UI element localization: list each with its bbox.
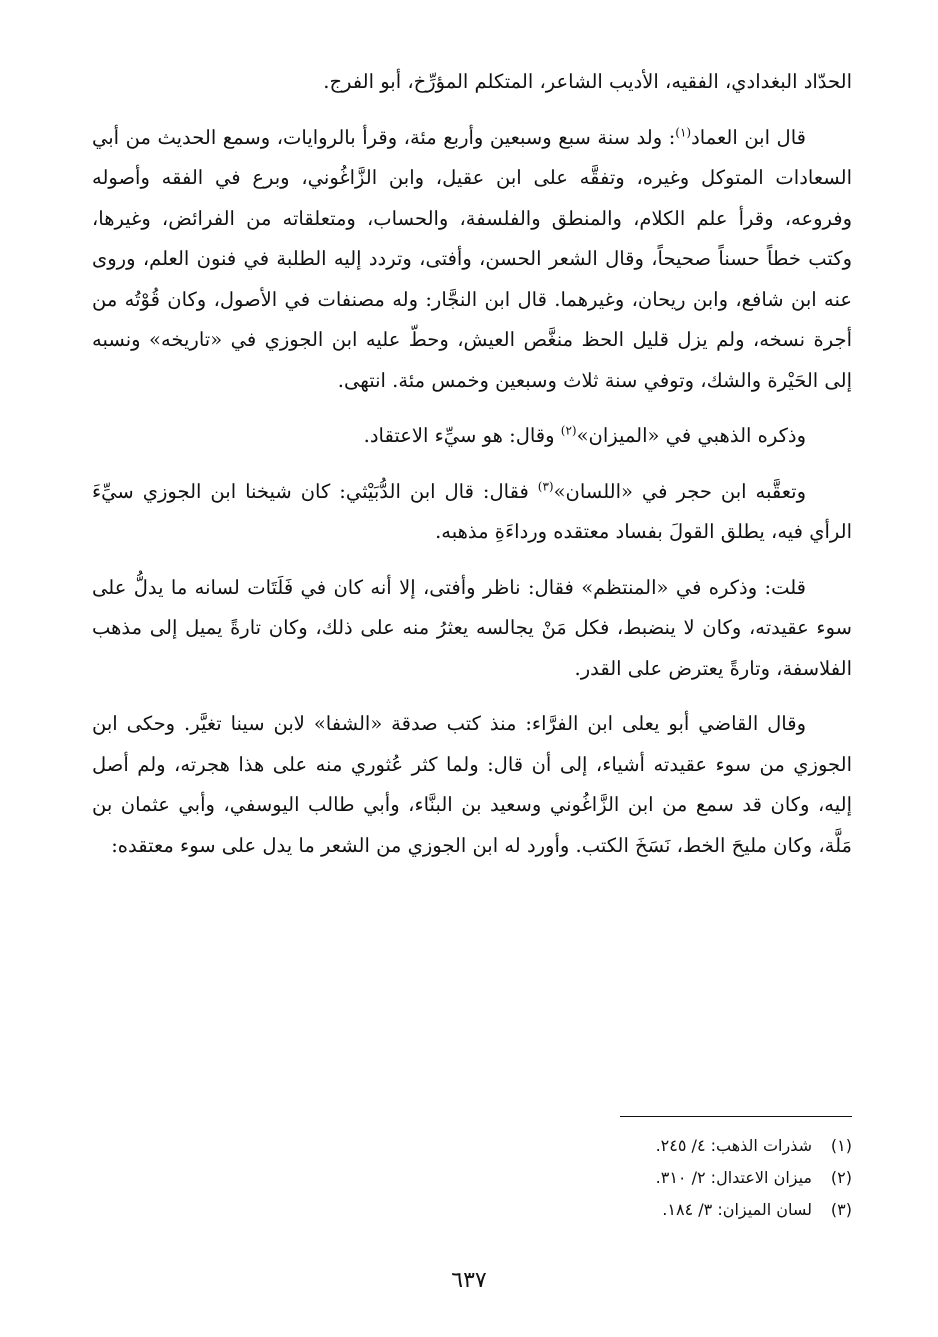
paragraph-text-rest: وقال: هو سيِّء الاعتقاد. (363, 424, 561, 447)
footnote-number: (١) (830, 1136, 852, 1155)
footnotes (532, 1130, 852, 1226)
footnote-text: ميزان الاعتدال: ٢/ ٣١٠. (655, 1168, 812, 1187)
paragraph-text-start: قال ابن العماد (691, 125, 806, 149)
paragraph-ibn-al-imad (92, 118, 852, 402)
footnote-item (532, 1194, 852, 1226)
paragraph-intro (92, 62, 852, 103)
page-number: ٦٣٧ (451, 1268, 487, 1293)
paragraph-text: وقال القاضي أبو يعلى ابن الفرَّاء: منذ كتب صدقة «الشفا» لابن سينا تغيَّر. وحكى ابن الجوزي من سوء عقيدته أشياء، إلى أن قال: ولما كثر عُثوري منه على هذا هجرته، ولم أصل إليه، وكان قد سمع من ابن الزَّاغُوني وسعيد بن البنَّاء، وأبي طالب اليوسفي، وأبي عثمان بن مَلَّة، وكان مليحَ الخط، نَسَخَ الكتب. وأورد له ابن الجوزي من الشعر ما يدل على سوء معتقده: (92, 712, 852, 857)
footnote-ref-3: (٣) (537, 479, 554, 493)
footnote-text: شذرات الذهب: ٤/ ٢٤٥. (655, 1136, 812, 1155)
footnote-ref-1: (١) (675, 125, 692, 139)
footnote-text: لسان الميزان: ٣/ ١٨٤. (662, 1200, 812, 1219)
intro-text: الحدّاد البغدادي، الفقيه، الأديب الشاعر، المتكلم المؤرِّخ، أبو الفرج. (323, 70, 852, 93)
footnote-number: (٣) (830, 1200, 852, 1219)
paragraph-ibn-hajar (92, 472, 852, 553)
paragraph-muntazam (92, 568, 852, 690)
footnote-number: (٢) (830, 1168, 852, 1187)
paragraph-abu-yala (92, 704, 852, 866)
body-text (92, 62, 852, 866)
paragraph-text-start: وذكره الذهبي في «الميزان» (576, 424, 806, 447)
footnote-ref-2: (٢) (560, 423, 577, 438)
paragraph-text-rest: : ولد سنة سبع وسبعين وأربع مئة، وقرأ بالروايات، وسمع الحديث من أبي السعادات المتوكل وغيره، وتفقَّه على ابن عقيل، وابن الزَّاغُوني، وبرع في الفقه وأصوله وفروعه، وقرأ علم الكلام، والمنطق والفلسفة، والحساب، ومتعلقاته من الفرائض، وغيرها، وكتب خطاً حسناً صحيحاً، وقال الشعر الحسن، وأفتى، وتردد إليه الطلبة في فنون العلم، وروى عنه ابن شافع، وابن ريحان، وغيرهما. قال ابن النجَّار: وله مصنفات في الأصول، وكان قُوْتُه من أجرة نسخه، ولم يزل قليل الحظ منغَّص العيش، وحطّ عليه ابن الجوزي في «تاريخه» ونسبه إلى الحَيْرة والشك، وتوفي سنة ثلاث وسبعين وخمس مئة. انتهى. (92, 125, 852, 392)
footnote-item (532, 1130, 852, 1162)
footnote-divider (620, 1116, 852, 1117)
paragraph-text: قلت: وذكره في «المنتظم» فقال: ناظر وأفتى، إلا أنه كان في فَلَتَات لسانه ما يدلُّ على سوء عقيدته، وكان لا ينضبط، فكل مَنْ يجالسه يعثرُ منه على ذلك، وكان تارةً يميل إلى مذهب الفلاسفة، وتارةً يعترض على القدر. (92, 575, 852, 680)
paragraph-dhahabi (92, 416, 852, 457)
footnote-item (532, 1162, 852, 1194)
paragraph-text-rest: فقال: قال ابن الدُّبَيْثي: كان شيخنا ابن الجوزي سيِّءَ الرأي فيه، يطلق القولَ بفساد معتقده ورداءَةِ مذهبه. (92, 479, 852, 543)
paragraph-text-start: وتعقَّبه ابن حجر في «اللسان» (553, 479, 806, 503)
